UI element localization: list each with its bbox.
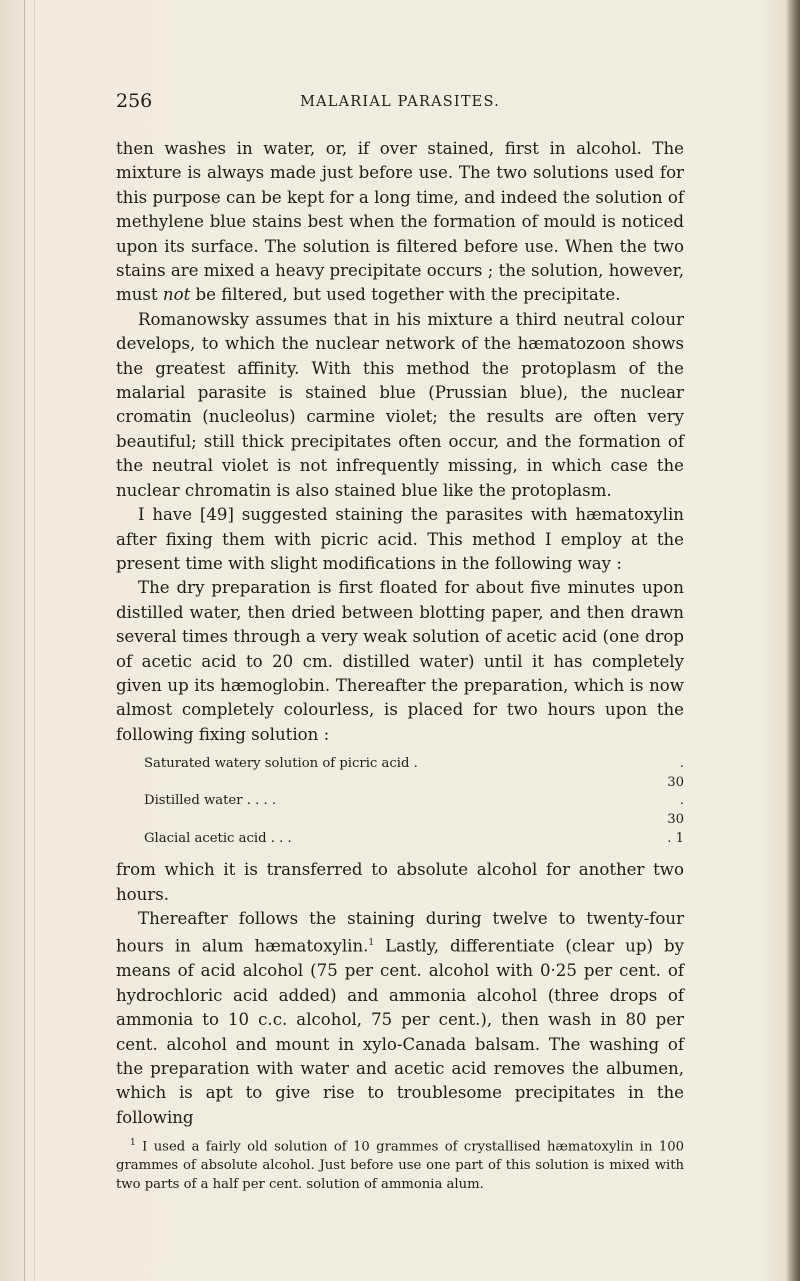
recipe-row <box>144 830 684 849</box>
paragraph: from which it is transferred to absolute alcohol for another two hours. <box>116 860 684 904</box>
body-text <box>116 137 684 1195</box>
emphasis-text: not <box>162 285 191 305</box>
paragraph-text: Thereafter follows the staining during twelve to twenty-four hours in alum hæmatoxylin. <box>116 908 684 956</box>
paragraph: Romanowsky assumes that in his mixture a third neutral colour develops, to which the nuclear network of the hæmatozoon shows the greatest affinity. With this method the protoplasm of the malarial parasite is stained blue (Prussian blue), the nuclear cromatin (nucleolus) carmine violet; the results are often very beautiful; still thick precipitates often occur, and the formation of the neutral violet is not infrequently missing, in which case the nuclear chromatin is also stained blue like the protoplasm. <box>116 309 684 500</box>
paragraph-text: Lastly, differentiate (clear up) by means of acid alcohol (75 per cent. alcohol with 0·25 per cent. of hydrochloric acid added) and ammonia alcohol (three drops of ammonia to 10 c.c. alcohol, 75 per cent.), then wash in 80 per cent. alcohol and mount in xylo-Canada balsam. The washing of the preparation with water and acetic acid removes the albumen, which is apt to give rise to troublesome precipitates in the following <box>116 936 684 1127</box>
running-head: MALARIAL PARASITES. <box>300 94 500 110</box>
paragraph <box>116 137 684 308</box>
recipe-row <box>144 792 684 829</box>
recipe-ingredient: Distilled water . . . . <box>144 793 277 809</box>
recipe-quantity: . 30 <box>667 756 684 790</box>
recipe-ingredient: Saturated watery solution of picric acid . <box>144 756 418 772</box>
paragraph: The dry preparation is first floated for about five minutes upon distilled water, then dried between blotting paper, and then drawn several times through a very weak solution of acetic acid (one drop of acetic acid to 20 cm. distilled water) until it has completely given up its hæmoglobin. Thereafter the preparation, which is now almost completely colourless, is placed for two hours upon the following fixing solution : <box>116 578 684 744</box>
fixing-solution-recipe <box>144 755 684 848</box>
paragraph-text: then washes in water, or, if over stained, first in alcohol. The mixture is always made just before use. The two solutions used for this purpose can be kept for a long time, and indeed the solution of methylene blue stains best when the formation of mould is noticed upon its surface. The solution is filtered before use. When the two stains are mixed a heavy precipitate occurs ; the solution, however, must <box>116 139 685 305</box>
recipe-quantity: . 30 <box>667 793 684 827</box>
page-edge-shadow <box>786 0 800 1281</box>
paragraph: I have [49] suggested staining the parasites with hæmatoxylin after fixing them with picric acid. This method I employ at the present time with slight modifications in the following way : <box>116 505 684 573</box>
recipe-quantity: . 1 <box>667 830 684 846</box>
binding-line <box>24 0 25 1281</box>
paragraph <box>116 907 684 1130</box>
page-number: 256 <box>116 90 153 112</box>
binding-line <box>34 0 35 1281</box>
footnote-marker: 1 <box>368 938 375 949</box>
footnote <box>116 1134 684 1195</box>
recipe-row <box>144 755 684 792</box>
footnote-marker: 1 <box>130 1138 136 1149</box>
footnote-text: I used a fairly old solution of 10 grammes of crystallised hæmatoxylin in 100 grammes of absolute alcohol. Just before use one part of this solution is mixed with two parts of a half per cent. solution of ammonia alum. <box>116 1139 684 1193</box>
paragraph-text: be filtered, but used together with the precipitate. <box>190 285 621 305</box>
recipe-ingredient: Glacial acetic acid . . . <box>144 830 292 846</box>
page-header <box>116 90 684 120</box>
